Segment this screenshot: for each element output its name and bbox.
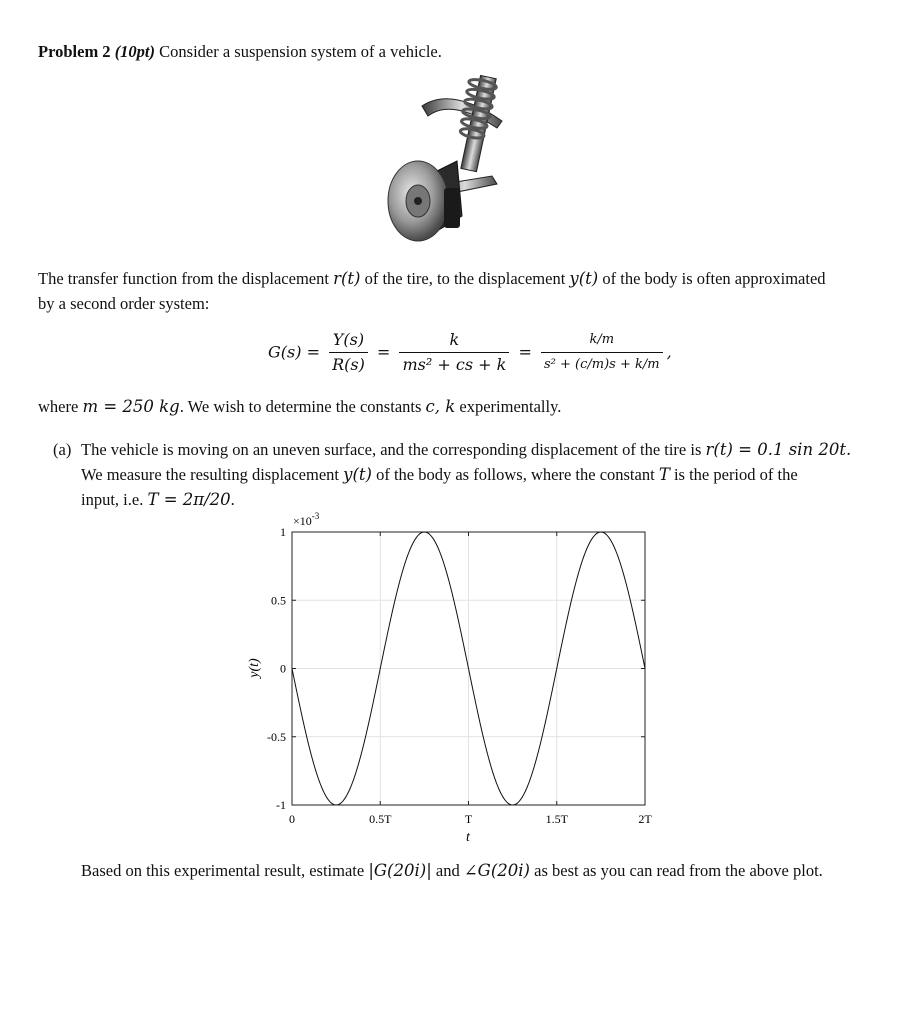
chart-ticks: [267, 525, 652, 826]
constants: c, k: [425, 397, 456, 416]
problem-points: (10pt): [114, 42, 156, 61]
period-expression: T = 2π/20: [147, 490, 231, 509]
fraction-denominator: s² + (c/m)s + k/m: [541, 352, 663, 375]
text-span: Based on this experimental result, estimate: [81, 861, 369, 880]
suspension-image: [382, 66, 522, 256]
text-span: as best as you can read from the above plot.: [530, 861, 823, 880]
fraction-denominator: ms² + cs + k: [399, 352, 509, 375]
text-span: .: [230, 490, 235, 509]
text-span: and: [431, 861, 464, 880]
problem-label: Problem 2: [38, 42, 111, 61]
suspension-assembly-icon: [382, 66, 522, 256]
mass-value: m = 250 kg: [82, 397, 180, 416]
angle-expression: ∠G(20i): [463, 861, 530, 880]
equation-lhs: G(s) =: [268, 342, 320, 362]
transfer-function-equation: [268, 330, 672, 375]
fraction-numerator: k: [449, 330, 460, 349]
closing-line: [81, 861, 823, 881]
text-span: input, i.e.: [81, 490, 148, 509]
problem-intro: Consider a suspension system of a vehicle.: [159, 42, 442, 61]
r-of-t: r(t): [333, 269, 361, 288]
fraction-numerator: Y(s): [332, 330, 365, 349]
y-tick-label: 1: [280, 525, 286, 539]
part-a-line-1: [81, 440, 851, 460]
y-tick-label: -0.5: [267, 729, 286, 744]
fraction-k-over-poly: [399, 330, 509, 375]
text-span: The transfer function from the displacement: [38, 269, 334, 288]
fraction-numerator: k/m: [589, 332, 615, 347]
text-span: of the body as follows, where the constant: [371, 465, 659, 484]
y-exponent-label: $\times 10^{-3}$: [293, 511, 320, 528]
y-of-t: y(t): [343, 465, 372, 484]
x-axis-label: t: [466, 830, 470, 845]
paragraph-line-2: by a second order system:: [38, 294, 210, 313]
x-tick-label: 2T: [638, 812, 652, 826]
y-tick-label: 0: [280, 661, 286, 676]
text-span: We measure the resulting displacement: [81, 465, 344, 484]
text-span: of the body is often approximated: [598, 269, 826, 288]
fraction-y-over-r: [329, 330, 368, 375]
text-span: The vehicle is moving on an uneven surface, and the corresponding displacement of the tire is: [81, 440, 706, 459]
fraction-normalized: [541, 330, 663, 375]
equation-comma: ,: [666, 342, 672, 362]
x-tick-label: 0: [289, 812, 295, 826]
input-expression: r(t) = 0.1 sin 20t.: [705, 440, 852, 459]
y-tick-label: -1: [276, 798, 286, 812]
y-tick-label: 0.5: [271, 593, 286, 608]
text-span: where: [38, 397, 83, 416]
text-span: . We wish to determine the constants: [179, 397, 426, 416]
response-chart: [200, 505, 680, 850]
magnitude-expression: |G(20i)|: [368, 861, 432, 880]
fraction-denominator: R(s): [329, 352, 368, 375]
part-a-label: (a): [53, 440, 72, 459]
text-span: is the period of the: [669, 465, 798, 484]
x-tick-label: 1.5T: [545, 812, 568, 826]
paragraph-line-1: [38, 269, 826, 289]
text-span: of the tire, to the displacement: [360, 269, 570, 288]
text-span: experimentally.: [455, 397, 562, 416]
y-of-t: y(t): [569, 269, 599, 288]
part-a-line-2: [81, 465, 798, 485]
period-symbol: T: [658, 465, 670, 484]
y-axis-label: y(t): [247, 658, 262, 678]
where-line: [38, 397, 561, 417]
x-tick-label: 0.5T: [369, 812, 392, 826]
equals-sign: =: [518, 342, 532, 362]
x-tick-label: T: [464, 812, 473, 826]
equals-sign: =: [376, 342, 391, 362]
problem-header: [38, 42, 442, 62]
